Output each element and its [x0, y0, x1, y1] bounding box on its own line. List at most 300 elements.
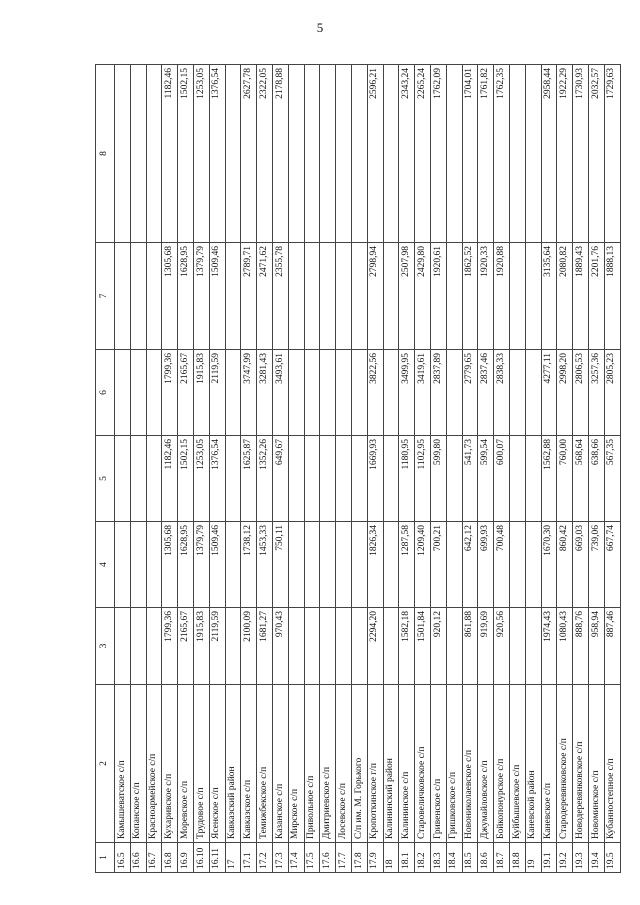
table-header-row: [96, 65, 115, 873]
row-number-cell: 17.9: [367, 843, 383, 873]
value-cell: 1920,88: [494, 243, 510, 350]
value-cell: [509, 436, 525, 522]
row-number-cell: 17.7: [336, 843, 352, 873]
value-cell: 2165,67: [178, 350, 194, 436]
value-cell: 1628,95: [178, 522, 194, 608]
value-cell: [509, 608, 525, 685]
row-number-cell: 16.10: [193, 843, 209, 873]
row-number-cell: 18.4: [446, 843, 462, 873]
value-cell: 1669,93: [367, 436, 383, 522]
value-cell: 2100,09: [241, 608, 257, 685]
table-row: [446, 65, 462, 873]
value-cell: 1704,01: [462, 65, 478, 243]
table-row: [588, 65, 604, 873]
row-number-cell: 17.5: [304, 843, 320, 873]
value-cell: [146, 350, 162, 436]
column-header: 3: [96, 608, 115, 685]
value-cell: [115, 350, 131, 436]
value-cell: 568,64: [573, 436, 589, 522]
value-cell: [320, 350, 336, 436]
table-row: [478, 65, 494, 873]
value-cell: 861,88: [462, 608, 478, 685]
value-cell: 1080,43: [557, 608, 573, 685]
value-cell: [320, 436, 336, 522]
table-row: [399, 65, 415, 873]
settlement-name-cell: Джумайловское с/п: [478, 685, 494, 843]
value-cell: [288, 243, 304, 350]
value-cell: [115, 436, 131, 522]
row-number-cell: 16.5: [115, 843, 131, 873]
value-cell: [288, 65, 304, 243]
value-cell: [336, 243, 352, 350]
value-cell: 3499,95: [399, 350, 415, 436]
row-number-cell: 17.1: [241, 843, 257, 873]
value-cell: [525, 65, 541, 243]
value-cell: 3281,43: [257, 350, 273, 436]
value-cell: 2355,78: [272, 243, 288, 350]
settlement-name-cell: Калининский район: [383, 685, 399, 843]
value-cell: 3822,56: [367, 350, 383, 436]
row-number-cell: 19.3: [573, 843, 589, 873]
value-cell: [130, 65, 146, 243]
value-cell: 2507,98: [399, 243, 415, 350]
value-cell: [509, 522, 525, 608]
value-cell: 1582,18: [399, 608, 415, 685]
value-cell: [351, 243, 367, 350]
row-number-cell: 16.7: [146, 843, 162, 873]
settlement-name-cell: Гришковское с/п: [446, 685, 462, 843]
value-cell: [336, 65, 352, 243]
value-cell: [225, 243, 241, 350]
value-cell: 1379,79: [193, 243, 209, 350]
value-cell: 2789,71: [241, 243, 257, 350]
row-number-cell: 17.8: [351, 843, 367, 873]
value-cell: [130, 350, 146, 436]
value-cell: 642,12: [462, 522, 478, 608]
value-cell: 3747,99: [241, 350, 257, 436]
value-cell: 1915,83: [193, 608, 209, 685]
table-row: [130, 65, 146, 873]
column-header: 4: [96, 522, 115, 608]
column-header: 6: [96, 350, 115, 436]
value-cell: 700,48: [494, 522, 510, 608]
table-row: [115, 65, 131, 873]
settlement-name-cell: Казанское с/п: [272, 685, 288, 843]
value-cell: [446, 65, 462, 243]
value-cell: [509, 65, 525, 243]
value-cell: 1762,35: [494, 65, 510, 243]
value-cell: [130, 522, 146, 608]
value-cell: 3419,61: [415, 350, 431, 436]
value-cell: 760,00: [557, 436, 573, 522]
table-row: [225, 65, 241, 873]
settlement-name-cell: Новодеревянковское с/п: [573, 685, 589, 843]
value-cell: 2471,62: [257, 243, 273, 350]
value-cell: [146, 243, 162, 350]
value-cell: 970,43: [272, 608, 288, 685]
value-cell: 1625,87: [241, 436, 257, 522]
table-row: [336, 65, 352, 873]
value-cell: 1729,63: [604, 65, 620, 243]
settlement-name-cell: Старовеличковское с/п: [415, 685, 431, 843]
value-cell: 1253,05: [193, 436, 209, 522]
settlement-name-cell: Привольное с/п: [304, 685, 320, 843]
value-cell: [225, 65, 241, 243]
value-cell: [115, 243, 131, 350]
table-row: [241, 65, 257, 873]
value-cell: [304, 436, 320, 522]
row-number-cell: 16.8: [162, 843, 178, 873]
value-cell: [320, 65, 336, 243]
row-number-cell: 18.8: [509, 843, 525, 873]
value-cell: [525, 522, 541, 608]
row-number-cell: 19.1: [541, 843, 557, 873]
value-cell: 1889,43: [573, 243, 589, 350]
value-cell: [446, 350, 462, 436]
value-cell: 1628,95: [178, 243, 194, 350]
value-cell: 2627,78: [241, 65, 257, 243]
row-number-cell: 18.2: [415, 843, 431, 873]
value-cell: 2806,53: [573, 350, 589, 436]
value-cell: 1730,93: [573, 65, 589, 243]
settlement-name-cell: Темижбекское с/п: [257, 685, 273, 843]
row-number-cell: 17: [225, 843, 241, 873]
value-cell: 1305,68: [162, 522, 178, 608]
value-cell: [383, 65, 399, 243]
value-cell: 1182,46: [162, 436, 178, 522]
table-row: [494, 65, 510, 873]
value-cell: 2779,65: [462, 350, 478, 436]
value-cell: 1102,95: [415, 436, 431, 522]
value-cell: 599,80: [430, 436, 446, 522]
value-cell: 541,73: [462, 436, 478, 522]
value-cell: 2165,67: [178, 608, 194, 685]
table-row: [541, 65, 557, 873]
value-cell: [383, 243, 399, 350]
value-cell: 1376,54: [209, 436, 225, 522]
settlement-name-cell: Дмитриевское с/п: [320, 685, 336, 843]
table-row: [383, 65, 399, 873]
value-cell: 887,46: [604, 608, 620, 685]
table-row: [525, 65, 541, 873]
table-row: [509, 65, 525, 873]
value-cell: [336, 522, 352, 608]
settlement-name-cell: Ясенское с/п: [209, 685, 225, 843]
table-row: [320, 65, 336, 873]
settlement-name-cell: Моревское с/п: [178, 685, 194, 843]
value-cell: 1920,33: [478, 243, 494, 350]
value-cell: [383, 350, 399, 436]
value-cell: 2119,59: [209, 608, 225, 685]
settlement-name-cell: Каневское с/п: [541, 685, 557, 843]
page-number: 5: [316, 20, 324, 35]
value-cell: 700,21: [430, 522, 446, 608]
value-cell: 920,12: [430, 608, 446, 685]
value-cell: 1826,34: [367, 522, 383, 608]
value-cell: [130, 243, 146, 350]
value-cell: 1501,84: [415, 608, 431, 685]
value-cell: 1681,27: [257, 608, 273, 685]
settlement-name-cell: Мирское с/п: [288, 685, 304, 843]
value-cell: [336, 350, 352, 436]
value-cell: 1562,88: [541, 436, 557, 522]
settlement-name-cell: Новоминское с/п: [588, 685, 604, 843]
value-cell: 2998,20: [557, 350, 573, 436]
value-cell: 1502,15: [178, 436, 194, 522]
value-cell: [225, 522, 241, 608]
table-row: [193, 65, 209, 873]
value-cell: 1799,36: [162, 350, 178, 436]
table-row: [304, 65, 320, 873]
value-cell: [336, 608, 352, 685]
settlement-name-cell: Кавказский район: [225, 685, 241, 843]
settlement-name-cell: Красноармейское с/п: [146, 685, 162, 843]
value-cell: [146, 522, 162, 608]
value-cell: [304, 522, 320, 608]
table-row: [351, 65, 367, 873]
settlement-name-cell: Камышеватское с/п: [115, 685, 131, 843]
value-cell: 1182,46: [162, 65, 178, 243]
value-cell: 649,67: [272, 436, 288, 522]
value-cell: [115, 65, 131, 243]
value-cell: [115, 522, 131, 608]
value-cell: 2596,21: [367, 65, 383, 243]
value-cell: [146, 65, 162, 243]
value-cell: [146, 608, 162, 685]
value-cell: [525, 350, 541, 436]
row-number-cell: 19.4: [588, 843, 604, 873]
value-cell: 1502,15: [178, 65, 194, 243]
value-cell: [336, 436, 352, 522]
value-cell: 2119,59: [209, 350, 225, 436]
value-cell: [525, 243, 541, 350]
value-cell: 1509,46: [209, 522, 225, 608]
settlement-name-cell: Новониколаевское с/п: [462, 685, 478, 843]
value-cell: [525, 436, 541, 522]
value-cell: [304, 350, 320, 436]
value-cell: 1253,05: [193, 65, 209, 243]
table-row: [557, 65, 573, 873]
value-cell: 1180,95: [399, 436, 415, 522]
value-cell: [351, 350, 367, 436]
value-cell: [525, 608, 541, 685]
row-number-cell: 18.7: [494, 843, 510, 873]
table-row: [288, 65, 304, 873]
settlement-name-cell: Кубанностепное с/п: [604, 685, 620, 843]
value-cell: 4277,11: [541, 350, 557, 436]
value-cell: 1209,40: [415, 522, 431, 608]
value-cell: 3493,61: [272, 350, 288, 436]
value-cell: 1509,46: [209, 243, 225, 350]
value-cell: [320, 243, 336, 350]
value-cell: 1922,29: [557, 65, 573, 243]
table-row: [573, 65, 589, 873]
value-cell: [304, 243, 320, 350]
settlement-name-cell: Гривенское с/п: [430, 685, 446, 843]
value-cell: 1762,09: [430, 65, 446, 243]
table-row: [209, 65, 225, 873]
value-cell: 699,93: [478, 522, 494, 608]
value-cell: [320, 522, 336, 608]
settlement-name-cell: Копанское с/п: [130, 685, 146, 843]
tariff-table: [95, 64, 621, 873]
value-cell: 1888,13: [604, 243, 620, 350]
rotated-table-frame: [95, 65, 617, 873]
value-cell: 1305,68: [162, 243, 178, 350]
value-cell: 3257,36: [588, 350, 604, 436]
value-cell: [130, 608, 146, 685]
column-header: 5: [96, 436, 115, 522]
value-cell: 1738,12: [241, 522, 257, 608]
value-cell: 2178,88: [272, 65, 288, 243]
value-cell: 600,07: [494, 436, 510, 522]
value-cell: 2837,46: [478, 350, 494, 436]
value-cell: 739,06: [588, 522, 604, 608]
value-cell: [304, 608, 320, 685]
value-cell: [383, 522, 399, 608]
value-cell: 919,69: [478, 608, 494, 685]
value-cell: [288, 436, 304, 522]
value-cell: 1352,26: [257, 436, 273, 522]
value-cell: 2343,24: [399, 65, 415, 243]
value-cell: 2201,76: [588, 243, 604, 350]
value-cell: [130, 436, 146, 522]
value-cell: 2322,05: [257, 65, 273, 243]
value-cell: [146, 436, 162, 522]
value-cell: [446, 522, 462, 608]
value-cell: 1287,58: [399, 522, 415, 608]
value-cell: 958,94: [588, 608, 604, 685]
settlement-name-cell: Куйбышевское с/п: [509, 685, 525, 843]
value-cell: 638,66: [588, 436, 604, 522]
settlement-name-cell: Трудовое с/п: [193, 685, 209, 843]
settlement-name-cell: Каневской район: [525, 685, 541, 843]
row-number-cell: 18.6: [478, 843, 494, 873]
value-cell: 2265,24: [415, 65, 431, 243]
value-cell: 1376,54: [209, 65, 225, 243]
value-cell: 669,03: [573, 522, 589, 608]
row-number-cell: 17.3: [272, 843, 288, 873]
value-cell: 2958,44: [541, 65, 557, 243]
row-number-cell: 17.2: [257, 843, 273, 873]
value-cell: [320, 608, 336, 685]
value-cell: [509, 243, 525, 350]
settlement-name-cell: Бойкопонурское с/п: [494, 685, 510, 843]
table-row: [257, 65, 273, 873]
table-row: [162, 65, 178, 873]
value-cell: [288, 350, 304, 436]
value-cell: 1453,33: [257, 522, 273, 608]
value-cell: 920,56: [494, 608, 510, 685]
row-number-cell: 19.2: [557, 843, 573, 873]
value-cell: 860,42: [557, 522, 573, 608]
value-cell: [383, 608, 399, 685]
value-cell: [288, 608, 304, 685]
value-cell: 2805,23: [604, 350, 620, 436]
value-cell: [383, 436, 399, 522]
value-cell: 2429,80: [415, 243, 431, 350]
value-cell: 1915,83: [193, 350, 209, 436]
row-number-cell: 16.9: [178, 843, 194, 873]
table-row: [430, 65, 446, 873]
settlement-name-cell: Стародеревянковское с/п: [557, 685, 573, 843]
value-cell: 2837,89: [430, 350, 446, 436]
table-row: [146, 65, 162, 873]
settlement-name-cell: С/п им. М. Горького: [351, 685, 367, 843]
value-cell: 888,76: [573, 608, 589, 685]
settlement-name-cell: Лосевское с/п: [336, 685, 352, 843]
value-cell: [351, 522, 367, 608]
value-cell: [446, 608, 462, 685]
column-header: 7: [96, 243, 115, 350]
row-number-cell: 18.1: [399, 843, 415, 873]
value-cell: 1670,30: [541, 522, 557, 608]
value-cell: [351, 608, 367, 685]
table-row: [415, 65, 431, 873]
settlement-name-cell: Кавказское с/п: [241, 685, 257, 843]
row-number-cell: 19.5: [604, 843, 620, 873]
value-cell: [446, 243, 462, 350]
table-row: [272, 65, 288, 873]
value-cell: 2294,20: [367, 608, 383, 685]
table-row: [178, 65, 194, 873]
value-cell: 1379,79: [193, 522, 209, 608]
row-number-cell: 17.4: [288, 843, 304, 873]
row-number-cell: 18.3: [430, 843, 446, 873]
value-cell: 3135,64: [541, 243, 557, 350]
value-cell: 667,74: [604, 522, 620, 608]
table-row: [604, 65, 620, 873]
table-body: [115, 65, 621, 873]
column-header: 8: [96, 65, 115, 243]
value-cell: 1761,82: [478, 65, 494, 243]
settlement-name-cell: Кропоткинское г/п: [367, 685, 383, 843]
value-cell: 567,35: [604, 436, 620, 522]
column-header: 1: [96, 843, 115, 873]
rotated-table-content: [95, 65, 617, 873]
table-row: [367, 65, 383, 873]
value-cell: [351, 436, 367, 522]
value-cell: 599,54: [478, 436, 494, 522]
value-cell: 2798,94: [367, 243, 383, 350]
value-cell: 1799,36: [162, 608, 178, 685]
value-cell: 2080,82: [557, 243, 573, 350]
table-row: [462, 65, 478, 873]
row-number-cell: 16.6: [130, 843, 146, 873]
value-cell: [446, 436, 462, 522]
settlement-name-cell: Калининское с/п: [399, 685, 415, 843]
value-cell: 2032,57: [588, 65, 604, 243]
value-cell: [115, 608, 131, 685]
row-number-cell: 19: [525, 843, 541, 873]
value-cell: [288, 522, 304, 608]
settlement-name-cell: Кухаривское с/п: [162, 685, 178, 843]
value-cell: [225, 350, 241, 436]
row-number-cell: 17.6: [320, 843, 336, 873]
value-cell: 1862,52: [462, 243, 478, 350]
value-cell: 1974,43: [541, 608, 557, 685]
row-number-cell: 18.5: [462, 843, 478, 873]
value-cell: [225, 436, 241, 522]
value-cell: [509, 350, 525, 436]
value-cell: 2838,33: [494, 350, 510, 436]
row-number-cell: 18: [383, 843, 399, 873]
column-header: 2: [96, 685, 115, 843]
value-cell: [351, 65, 367, 243]
value-cell: 750,11: [272, 522, 288, 608]
row-number-cell: 16.11: [209, 843, 225, 873]
value-cell: [225, 608, 241, 685]
